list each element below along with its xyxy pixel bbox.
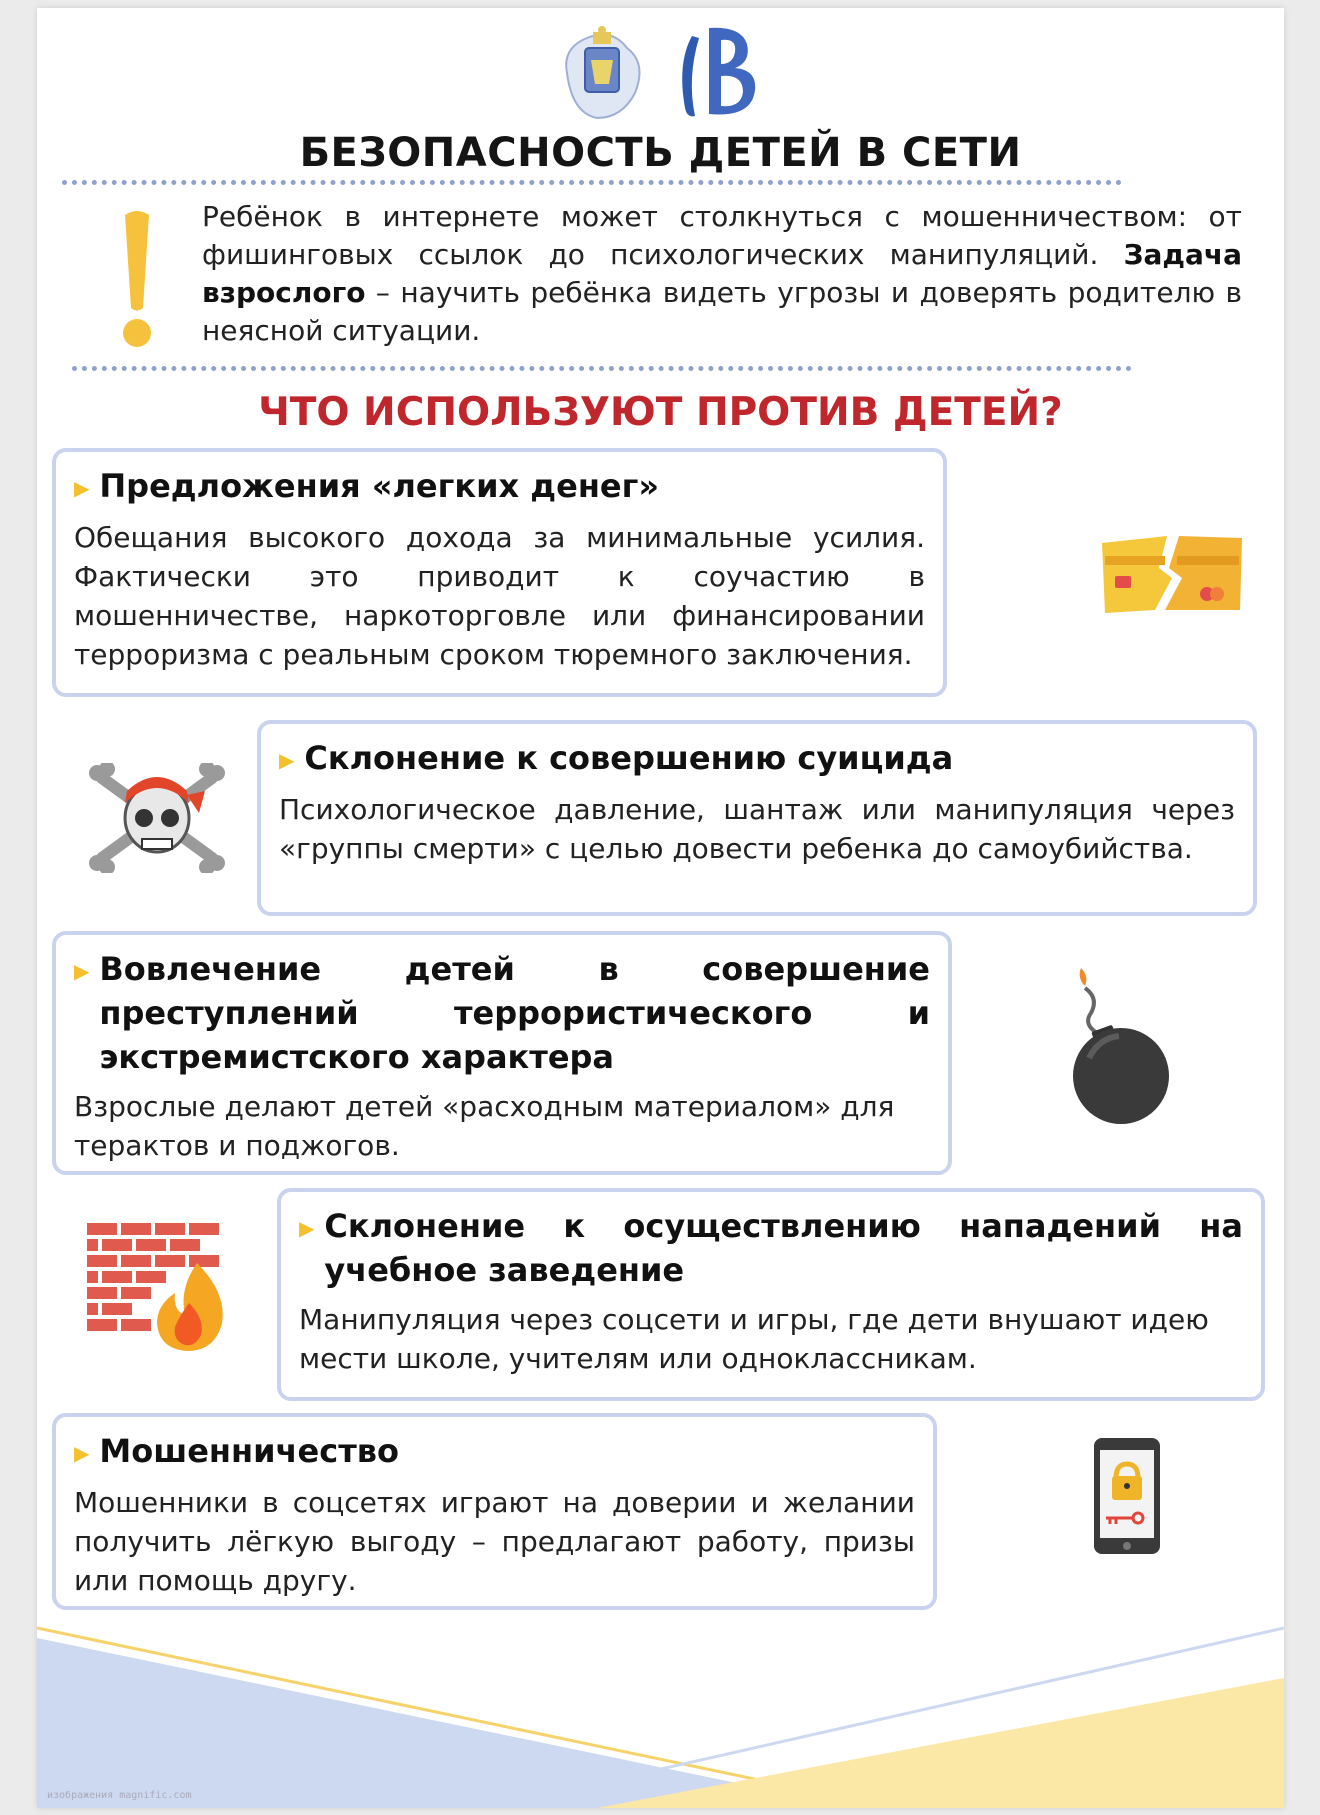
card-title bbox=[299, 1204, 1243, 1292]
exclamation-icon bbox=[112, 203, 162, 353]
broken-card-icon bbox=[1097, 528, 1247, 618]
card-title-text: Мошенничество bbox=[99, 1432, 399, 1470]
divider-middle bbox=[72, 366, 1132, 371]
page-title: БЕЗОПАСНОСТЬ ДЕТЕЙ В СЕТИ bbox=[299, 130, 1022, 176]
section-title: ЧТО ИСПОЛЬЗУЮТ ПРОТИВ ДЕТЕЙ? bbox=[258, 390, 1063, 435]
card-title-text: Склонение к совершению суицида bbox=[304, 739, 954, 777]
card-terrorism bbox=[52, 931, 952, 1175]
card-title bbox=[74, 947, 930, 1079]
skull-crossbones-icon bbox=[87, 763, 227, 873]
card-title bbox=[74, 1429, 915, 1475]
card-suicide bbox=[257, 720, 1257, 916]
arrow-bullet-icon: ▶ bbox=[299, 1216, 315, 1240]
card-school-attack bbox=[277, 1188, 1265, 1401]
arrow-bullet-icon: ▶ bbox=[279, 748, 295, 772]
card-title-text: Вовлечение детей в совершение преступлений террористического и экстремистского характера bbox=[99, 950, 930, 1076]
arrow-bullet-icon: ▶ bbox=[74, 1441, 90, 1465]
phone-lock-icon bbox=[1092, 1436, 1162, 1556]
intro-text-tail: – научить ребёнка видеть угрозы и доверять родителю в неясной ситуации. bbox=[202, 276, 1242, 347]
arrow-bullet-icon: ▶ bbox=[74, 959, 90, 983]
intro-text-lead: Ребёнок в интернете может столкнуться с мошенничеством: от фишинговых ссылок до психологических манипуляций. bbox=[202, 200, 1242, 271]
poster bbox=[37, 8, 1284, 1808]
bottom-decoration bbox=[37, 1588, 1284, 1808]
card-title-text: Предложения «легких денег» bbox=[99, 467, 660, 505]
arrow-bullet-icon: ▶ bbox=[74, 476, 90, 500]
bomb-icon bbox=[1059, 958, 1169, 1128]
card-title bbox=[279, 736, 1235, 782]
brand-b-logo bbox=[682, 28, 755, 117]
card-text: Манипуляция через соцсети и игры, где дети внушают идею мести школе, учителям или одноклассникам. bbox=[299, 1303, 1209, 1375]
card-fraud bbox=[52, 1413, 937, 1610]
card-title bbox=[74, 464, 925, 510]
card-text: Мошенники в соцсетях играют на доверии и желании получить лёгкую выгоду – предлагают работу, призы или помощь другу. bbox=[74, 1486, 915, 1597]
card-text: Обещания высокого дохода за минимальные усилия. Фактически это приводит к соучастию в мошенничестве, наркоторговле или финансировании терроризма с реальным сроком тюремного заключения. bbox=[74, 521, 925, 671]
card-title-text: Склонение к осуществлению нападений на учебное заведение bbox=[324, 1207, 1243, 1289]
card-text: Взрослые делают детей «расходным материалом» для терактов и поджогов. bbox=[74, 1090, 895, 1162]
intro-text bbox=[202, 198, 1242, 350]
logos bbox=[557, 18, 797, 128]
coat-of-arms-logo bbox=[566, 26, 639, 118]
watermark: изображения magnific.com bbox=[47, 1790, 192, 1801]
card-easy-money bbox=[52, 448, 947, 697]
divider-top bbox=[62, 180, 1122, 185]
card-text: Психологическое давление, шантаж или манипуляция через «группы смерти» с целью довести ребенка до самоубийства. bbox=[279, 793, 1235, 865]
burning-wall-icon bbox=[87, 1223, 237, 1353]
intro-text-bold: Задача взрослого bbox=[202, 238, 1242, 309]
